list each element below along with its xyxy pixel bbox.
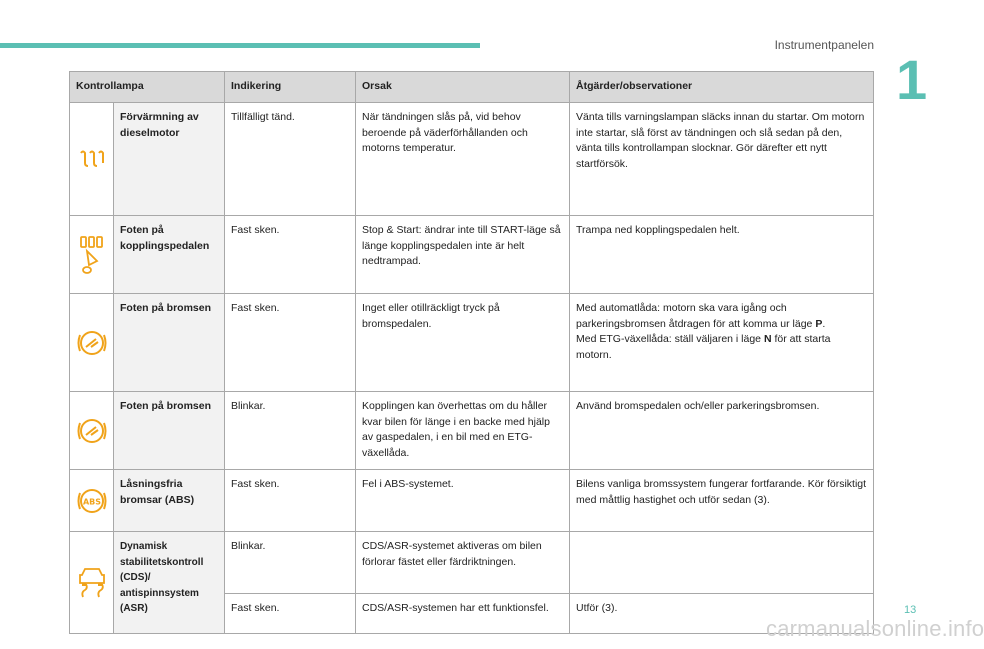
atgard-text: . [822,317,826,330]
icon-cell [70,103,114,216]
lamp-name: Foten på kopplingspedalen [114,216,225,294]
indikering-cell: Fast sken. [225,594,356,634]
foot-brake-icon [70,417,113,445]
orsak-cell: Fel i ABS-systemet. [356,470,570,532]
table-row [70,103,874,216]
atgard-text: för att starta motorn. [576,333,831,361]
atgard-cell: Utför (3). [570,594,874,634]
page-number: 13 [904,604,917,616]
gear-position-p: P [815,317,823,330]
lamp-name: Foten på bromsen [114,294,225,392]
atgard-text: Med automatlåda: motorn ska vara igång och parkeringsbromsen åtdragen för att komma ur läge [576,302,816,330]
icon-cell [70,470,114,532]
indikering-cell: Tillfälligt tänd. [225,103,356,216]
indikering-cell: Blinkar. [225,532,356,594]
indikering-cell: Fast sken. [225,470,356,532]
atgard-cell: Trampa ned kopplingspedalen helt. [570,216,874,294]
table-row [70,392,874,470]
foot-brake-icon [70,329,113,357]
lamp-name: Dynamisk stabilitetskontroll (CDS)/ antispinnsystem (ASR) [114,532,225,634]
indikering-cell: Blinkar. [225,392,356,470]
table-row [70,216,874,294]
atgard-cell: Använd bromspedalen och/eller parkeringsbromsen. [570,392,874,470]
lamp-name: Förvärmning av dieselmotor [114,103,225,216]
abs-icon [70,487,113,515]
lamp-name: Foten på bromsen [114,392,225,470]
orsak-cell: CDS/ASR-systemen har ett funktionsfel. [356,594,570,634]
orsak-cell: Inget eller otillräckligt tryck på bromspedalen. [356,294,570,392]
column-header-kontrollampa: Kontrollampa [70,72,225,103]
foot-clutch-icon [70,235,113,275]
column-header-indikering: Indikering [225,72,356,103]
icon-cell [70,294,114,392]
atgard-text: Med ETG-växellåda: ställ väljaren i läge [576,333,764,345]
icon-cell [70,216,114,294]
page-section-title: Instrumentpanelen [774,38,874,52]
atgard-cell [570,532,874,594]
table-header-row [70,72,874,103]
icon-cell [70,392,114,470]
orsak-cell: Stop & Start: ändrar inte till START-läge så länge kopplingspedalen inte är helt nedtrampad. [356,216,570,294]
atgard-cell: Bilens vanliga bromssystem fungerar fortfarande. Kör försiktigt med måttlig hastighet och utför sedan (3). [570,470,874,532]
table-row [70,470,874,532]
watermark: carmanualsonline.info [766,616,984,641]
warning-lamp-table [69,71,874,634]
table-row [70,294,874,392]
glow-plug-icon [70,149,113,169]
table-row [70,532,874,594]
indikering-cell: Fast sken. [225,294,356,392]
orsak-cell: Kopplingen kan överhettas om du håller kvar bilen för länge i en backe med hjälp av gaspedalen, i en bil med en ETG-växellåda. [356,392,570,470]
lamp-name: Låsningsfria bromsar (ABS) [114,470,225,532]
stability-control-icon [70,567,113,599]
gear-position-n: N [763,333,772,345]
column-header-orsak: Orsak [356,72,570,103]
icon-cell [70,532,114,634]
atgard-cell: Vänta tills varningslampan släcks innan du startar. Om motorn inte startar, slå först av tändningen och slå sedan på den, vänta tills kontrollampan slocknar. Gör därefter ett nytt startförsök. [570,103,874,216]
indikering-cell: Fast sken. [225,216,356,294]
orsak-cell: CDS/ASR-systemet aktiveras om bilen förlorar fästet eller färdriktningen. [356,532,570,594]
column-header-atgarder: Åtgärder/observationer [570,72,874,103]
atgard-cell [570,294,874,392]
chapter-number: 1 [896,48,928,111]
orsak-cell: När tändningen slås på, vid behov beroende på väderförhållanden och motorns temperatur. [356,103,570,216]
header-accent-bar [0,43,480,48]
svg-text:ABS: ABS [82,497,101,506]
